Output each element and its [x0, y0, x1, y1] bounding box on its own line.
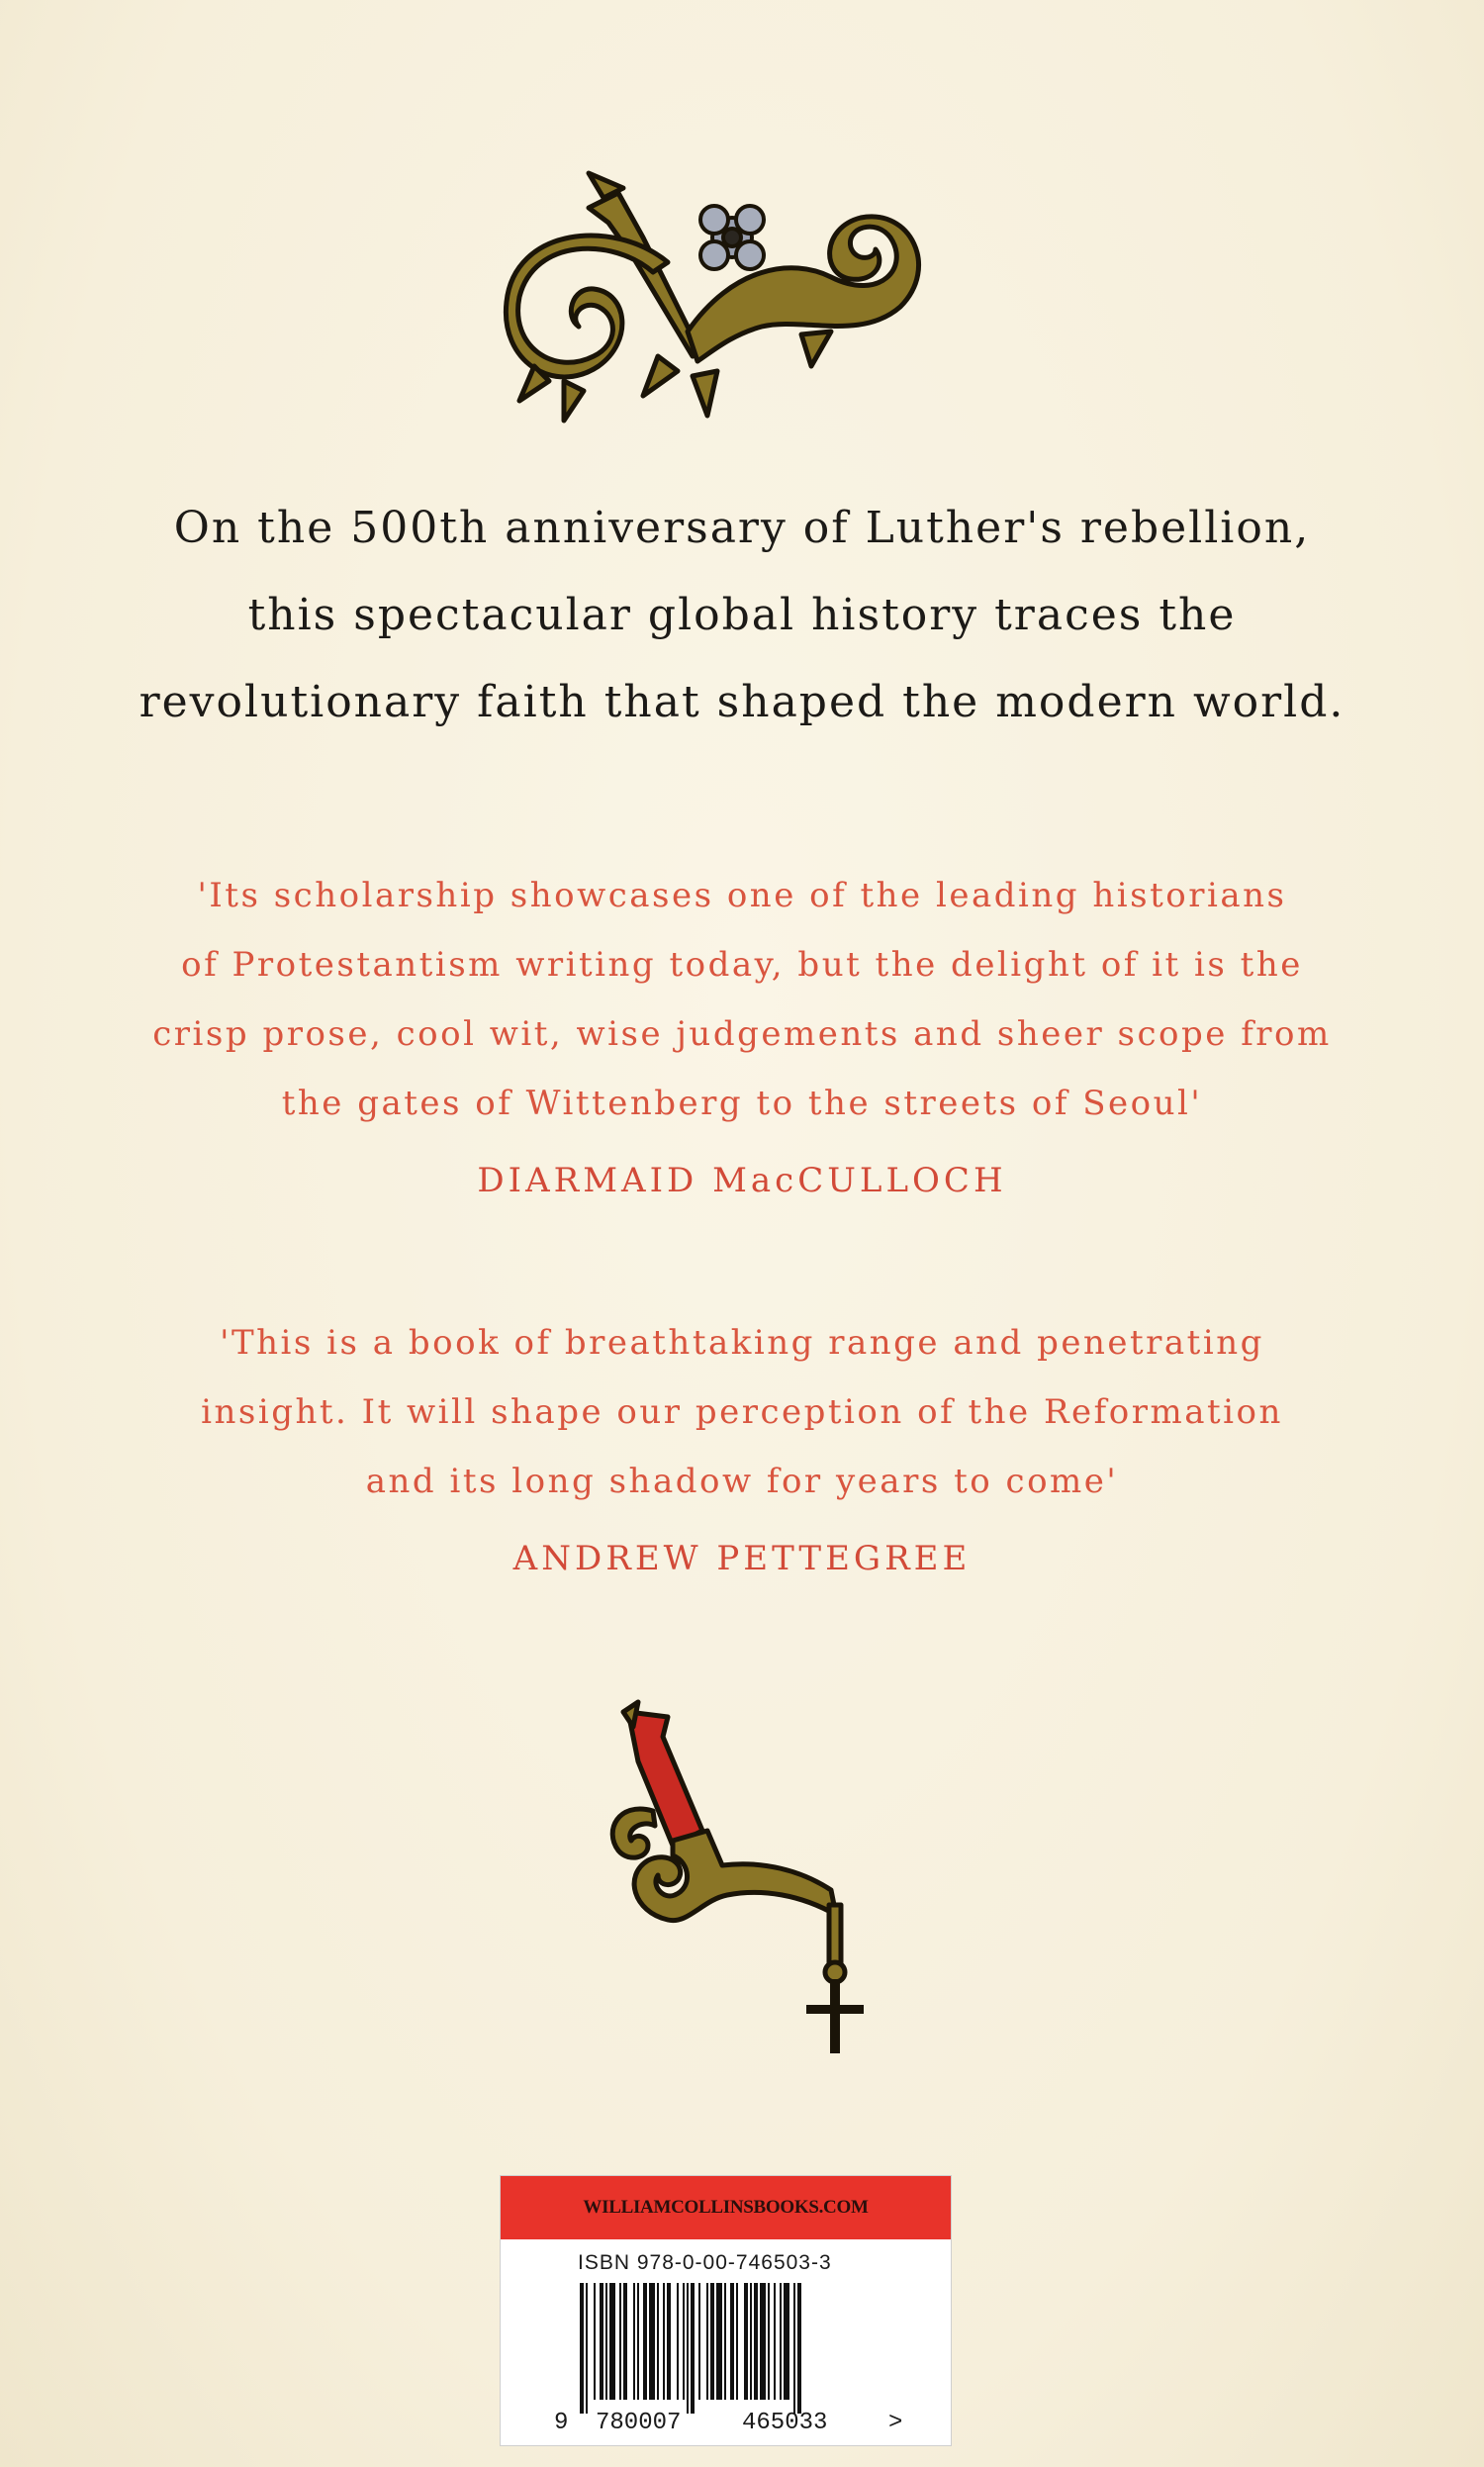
quote-line: insight. It will shape our perception of the Reformation — [201, 1392, 1283, 1432]
review-quote — [59, 861, 1425, 1215]
barcode-bar — [730, 2283, 734, 2400]
quote-line: the gates of Wittenberg to the streets of Seoul' — [281, 1084, 1203, 1123]
barcode-bar — [784, 2283, 789, 2400]
barcode-bar — [609, 2283, 615, 2400]
barcode-bar — [698, 2283, 700, 2400]
barcode-bar — [716, 2283, 722, 2400]
quote-line: of Protestantism writing today, but the delight of it is the — [181, 945, 1303, 985]
barcode-digits-right: 465033 — [742, 2410, 828, 2436]
barcode-digit-lead: 9 — [554, 2410, 569, 2436]
barcode-quiet-zone-marker: > — [888, 2410, 903, 2436]
quote-line: 'Its scholarship showcases one of the leading historians — [197, 876, 1287, 915]
barcode — [580, 2283, 867, 2414]
barcode-bar — [768, 2283, 770, 2400]
quote-line: and its long shadow for years to come' — [365, 1462, 1119, 1501]
barcode-bar — [724, 2283, 726, 2400]
blurb-line: this spectacular global history traces the — [247, 590, 1237, 640]
barcode-bar — [623, 2283, 627, 2400]
barcode-bar — [643, 2283, 647, 2400]
review-quote — [59, 1308, 1425, 1593]
scroll-cross-ornament-icon — [594, 1692, 890, 2068]
barcode-bar — [797, 2283, 801, 2414]
barcode-bar — [744, 2283, 748, 2400]
barcode-bar — [677, 2283, 679, 2400]
cover-blurb — [59, 485, 1425, 746]
barcode-bar — [600, 2283, 603, 2400]
barcode-bar — [691, 2283, 695, 2414]
barcode-label — [500, 2175, 952, 2446]
barcode-bar — [586, 2283, 588, 2414]
barcode-bar — [619, 2283, 621, 2400]
barcode-bar — [706, 2283, 708, 2400]
barcode-bar — [637, 2283, 639, 2400]
barcode-bar — [649, 2283, 655, 2400]
barcode-bar — [774, 2283, 776, 2400]
quote-line: 'This is a book of breathtaking range and penetrating — [220, 1323, 1264, 1363]
barcode-bar — [663, 2283, 665, 2400]
barcode-bar — [605, 2283, 607, 2400]
barcode-bar — [754, 2283, 758, 2400]
barcode-bar — [710, 2283, 714, 2400]
barcode-bar — [667, 2283, 671, 2400]
barcode-bar — [780, 2283, 782, 2400]
barcode-bar — [793, 2283, 795, 2414]
barcode-bar — [657, 2283, 659, 2400]
quote-attribution: ANDREW PETTEGREE — [512, 1539, 972, 1578]
barcode-bar — [580, 2283, 584, 2414]
barcode-bar — [750, 2283, 752, 2400]
quote-attribution: DIARMAID MacCULLOCH — [477, 1161, 1007, 1200]
isbn-number: ISBN 978-0-00-746503-3 — [578, 2251, 832, 2274]
publisher-website: WILLIAMCOLLINSBOOKS.COM — [501, 2176, 951, 2239]
barcode-bar — [760, 2283, 766, 2400]
blurb-line: On the 500th anniversary of Luther's rebellion, — [173, 503, 1311, 553]
barcode-bar — [683, 2283, 685, 2400]
barcode-bar — [594, 2283, 596, 2400]
floral-scroll-ornament-icon — [495, 168, 970, 445]
barcode-bar — [633, 2283, 635, 2400]
quote-line: crisp prose, cool wit, wise judgements and sheer scope from — [152, 1014, 1332, 1054]
barcode-bar — [687, 2283, 689, 2414]
barcode-bar — [736, 2283, 738, 2400]
blurb-line: revolutionary faith that shaped the modern world. — [139, 677, 1345, 727]
barcode-digits-left: 780007 — [596, 2410, 682, 2436]
